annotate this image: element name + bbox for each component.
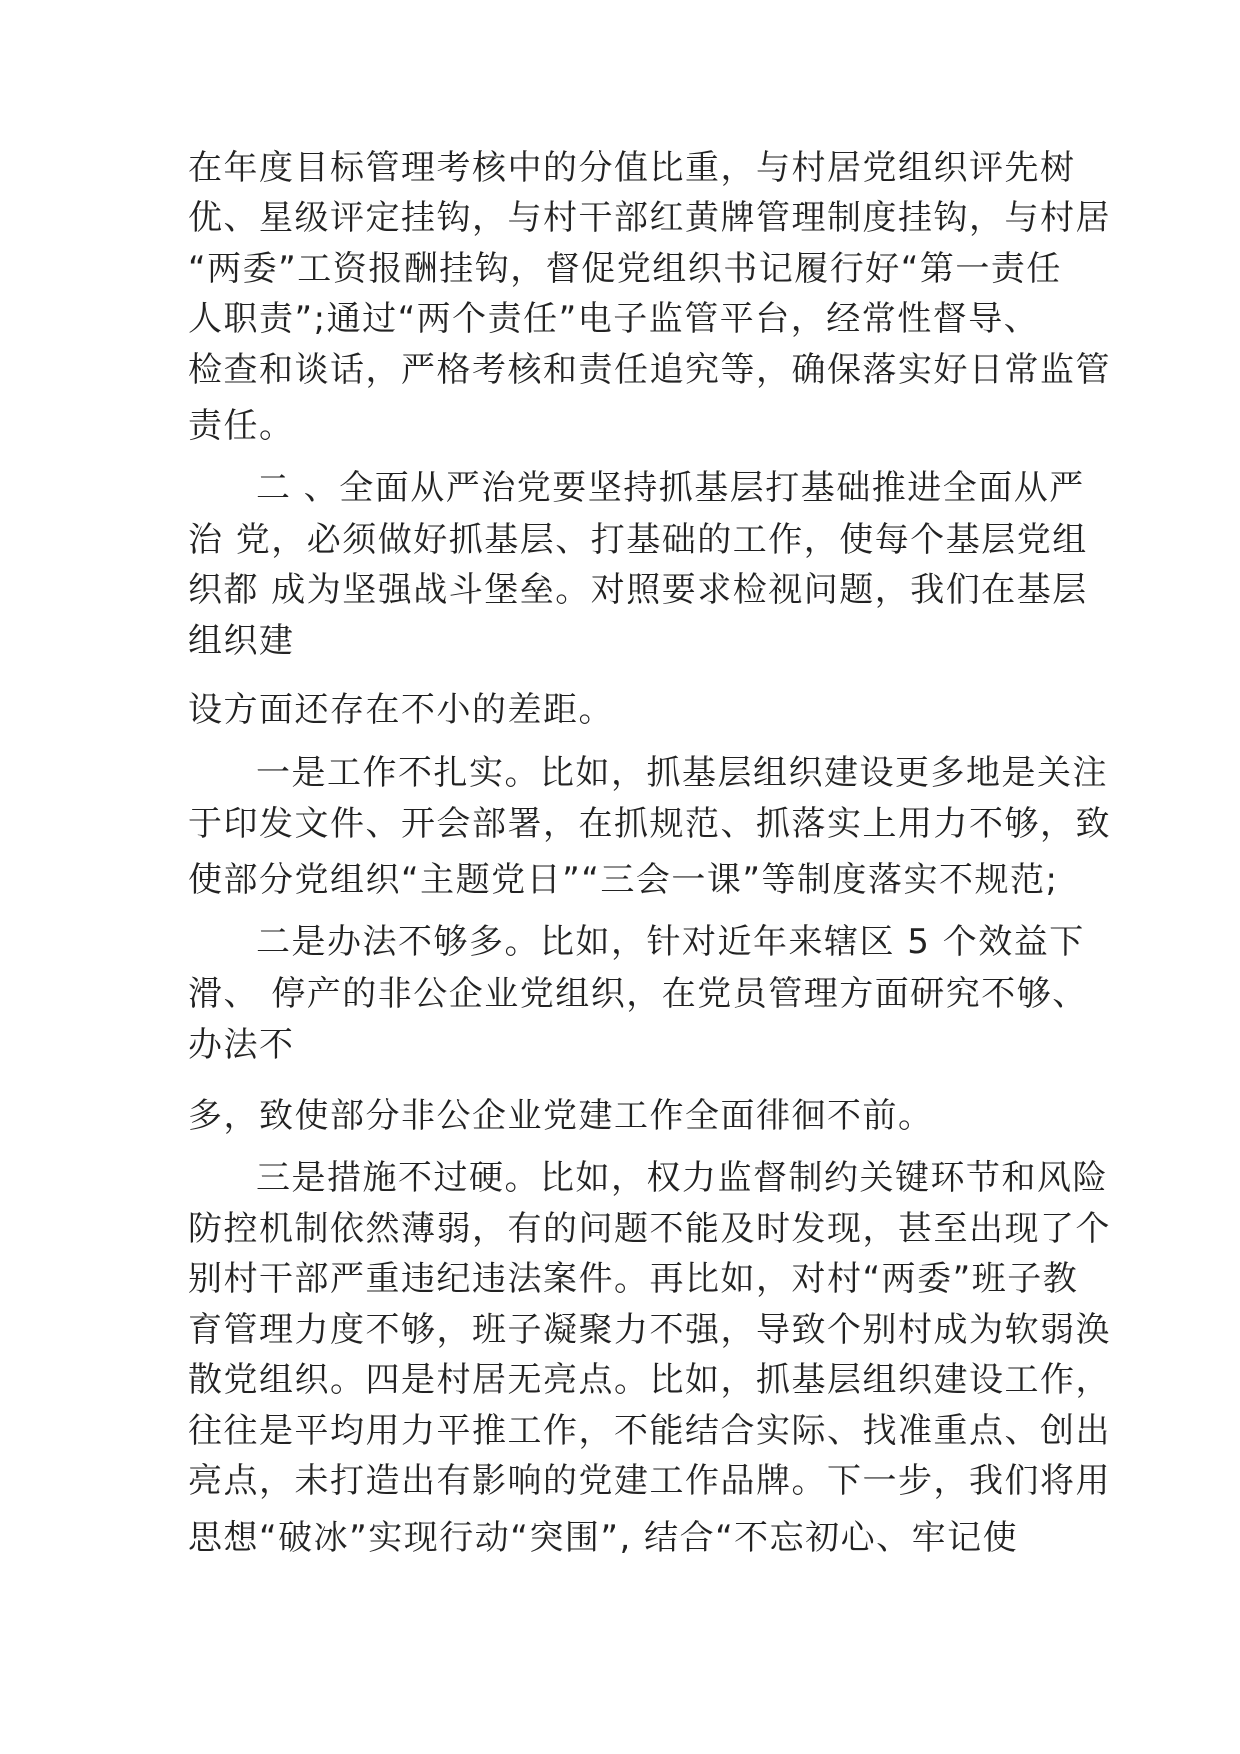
text-line: 别村干部严重违纪违法案件。再比如，对村“两委”班子教 [188, 1259, 1079, 1299]
text-line: 滑、 停产的非公企业党组织，在党员管理方面研究不够、 [188, 974, 1088, 1014]
text-line: 使部分党组织“主题党日”“三会一课”等制度落实不规范; [188, 860, 1059, 900]
text-line: 往往是平均用力平推工作，不能结合实际、找准重点、创出 [188, 1411, 1111, 1451]
text-line: 二是办法不够多。比如，针对近年来辖区 5 个效益下 [256, 922, 1085, 962]
section-heading: 二 、全面从严治党要坚持抓基层打基础推进全面从严 [256, 468, 1085, 508]
text-line: 一是工作不扎实。比如，抓基层组织建设更多地是关注 [256, 753, 1108, 793]
text-line: 防控机制依然薄弱，有的问题不能及时发现，甚至出现了个 [188, 1209, 1111, 1249]
text-line: 责任。 [188, 406, 295, 446]
text-line: 在年度目标管理考核中的分值比重，与村居党组织评先树 [188, 148, 1076, 188]
text-line: 优、星级评定挂钩，与村干部红黄牌管理制度挂钩，与村居 [188, 198, 1111, 238]
text-line: “两委”工资报酬挂钩，督促党组织书记履行好“第一责任 [188, 249, 1062, 289]
text-line: 办法不 [188, 1025, 295, 1065]
text-line: 三是措施不过硬。比如，权力监督制约关键环节和风险 [256, 1158, 1108, 1198]
text-line: 思想“破冰”实现行动“突围”, 结合“不忘初心、牢记使 [188, 1518, 1019, 1558]
text-line: 织都 成为坚强战斗堡垒。对照要求检视问题，我们在基层 [188, 570, 1088, 610]
text-line: 散党组织。四是村居无亮点。比如，抓基层组织建设工作， [188, 1360, 1111, 1400]
text-line: 检查和谈话，严格考核和责任追究等，确保落实好日常监管 [188, 350, 1111, 390]
text-line: 组织建 [188, 621, 295, 661]
text-line: 于印发文件、开会部署，在抓规范、抓落实上用力不够，致 [188, 804, 1111, 844]
text-line: 设方面还存在不小的差距。 [188, 690, 614, 730]
text-line: 育管理力度不够，班子凝聚力不强，导致个别村成为软弱涣 [188, 1310, 1111, 1350]
text-line: 治 党，必须做好抓基层、打基础的工作，使每个基层党组 [188, 520, 1088, 560]
text-line: 多，致使部分非公企业党建工作全面徘徊不前。 [188, 1096, 934, 1136]
text-line: 人职责”;通过“两个责任”电子监管平台，经常性督导、 [188, 299, 1040, 339]
text-line: 亮点，未打造出有影响的党建工作品牌。下一步，我们将用 [188, 1461, 1111, 1501]
